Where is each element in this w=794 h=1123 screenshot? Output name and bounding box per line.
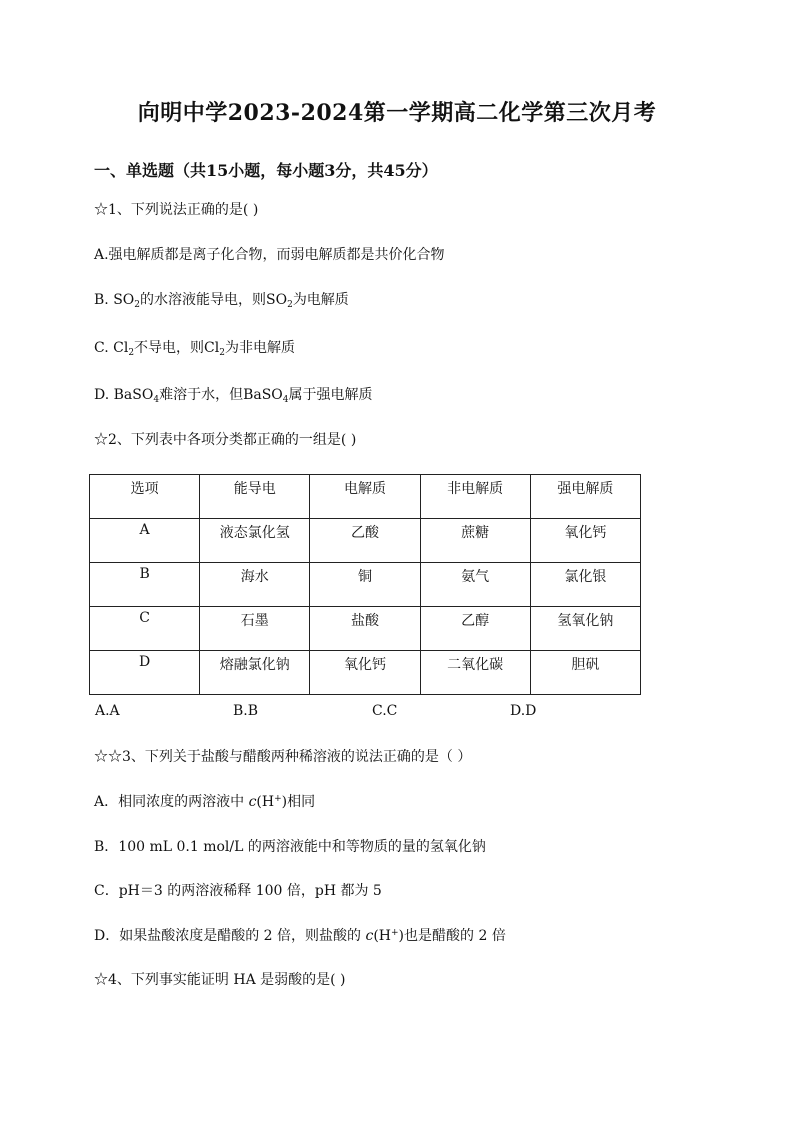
- table-cell: 盐酸: [310, 607, 420, 651]
- table-cell: 氧化钙: [310, 651, 420, 695]
- question-2-option-d: D.D: [510, 703, 537, 719]
- table-cell: 熔融氯化钠: [200, 651, 310, 695]
- table-cell: 二氧化碳: [420, 651, 530, 695]
- table-cell: D: [90, 651, 200, 695]
- table-cell: 海水: [200, 563, 310, 607]
- question-2-option-b: B.B: [233, 703, 259, 719]
- exam-title: 向明中学2023-2024第一学期高二化学第三次月考: [137, 100, 657, 126]
- table-cell: 胆矾: [530, 651, 640, 695]
- table-header-cell: 强电解质: [530, 475, 640, 519]
- question-3-option-c: C．pH＝3 的两溶液稀释 100 倍，pH 都为 5: [94, 883, 382, 899]
- question-3-stem: ☆☆3、下列关于盐酸与醋酸两种稀溶液的说法正确的是（ ）: [94, 749, 472, 765]
- table-header-cell: 电解质: [310, 475, 420, 519]
- question-4-stem: ☆4、下列事实能证明 HA 是弱酸的是( ): [94, 972, 346, 988]
- table-cell: 氧化钙: [530, 519, 640, 563]
- table-cell: 乙酸: [310, 519, 420, 563]
- table-cell: 氨气: [420, 563, 530, 607]
- question-3-option-d: D．如果盐酸浓度是醋酸的 2 倍，则盐酸的 c(H+)也是醋酸的 2 倍: [94, 928, 506, 944]
- table-cell: 氯化银: [530, 563, 640, 607]
- question-1-stem: ☆1、下列说法正确的是( ): [94, 202, 259, 218]
- question-2-stem: ☆2、下列表中各项分类都正确的一组是( ): [94, 432, 357, 448]
- table-cell: 液态氯化氢: [200, 519, 310, 563]
- section-heading: 一、单选题（共15小题，每小题3分，共45分）: [94, 161, 438, 180]
- table-header-row: [90, 475, 641, 519]
- table-row: [90, 651, 641, 695]
- question-1-option-b: B. $SO_2$的水溶液能导电，则$SO_2$为电解质: [94, 292, 349, 310]
- table-cell: 蔗糖: [420, 519, 530, 563]
- table-cell: C: [90, 607, 200, 651]
- question-3-option-a: A．相同浓度的两溶液中 c(H+)相同: [94, 794, 316, 810]
- table-header-cell: 能导电: [200, 475, 310, 519]
- table-cell: 铜: [310, 563, 420, 607]
- classification-table: [89, 474, 641, 695]
- table-row: [90, 563, 641, 607]
- table-cell: A: [90, 519, 200, 563]
- question-2-option-c: C.C: [372, 703, 398, 719]
- table-header-cell: 选项: [90, 475, 200, 519]
- question-1-option-a: A.强电解质都是离子化合物，而弱电解质都是共价化合物: [94, 247, 445, 263]
- table-cell: 石墨: [200, 607, 310, 651]
- table-cell: 氢氧化钠: [530, 607, 640, 651]
- table-cell: 乙醇: [420, 607, 530, 651]
- table-row: [90, 607, 641, 651]
- question-2-option-a: A.A: [95, 703, 120, 719]
- table-row: [90, 519, 641, 563]
- question-1-option-c: C. $Cl_2$不导电，则$Cl_2$为非电解质: [94, 340, 295, 358]
- table-cell: B: [90, 563, 200, 607]
- question-1-option-d: D. BaSO$_4$难溶于水，但BaSO$_4$属于强电解质: [94, 387, 373, 405]
- table-header-cell: 非电解质: [420, 475, 530, 519]
- question-3-option-b: B．100 mL 0.1 mol/L 的两溶液能中和等物质的量的氢氧化钠: [94, 839, 486, 855]
